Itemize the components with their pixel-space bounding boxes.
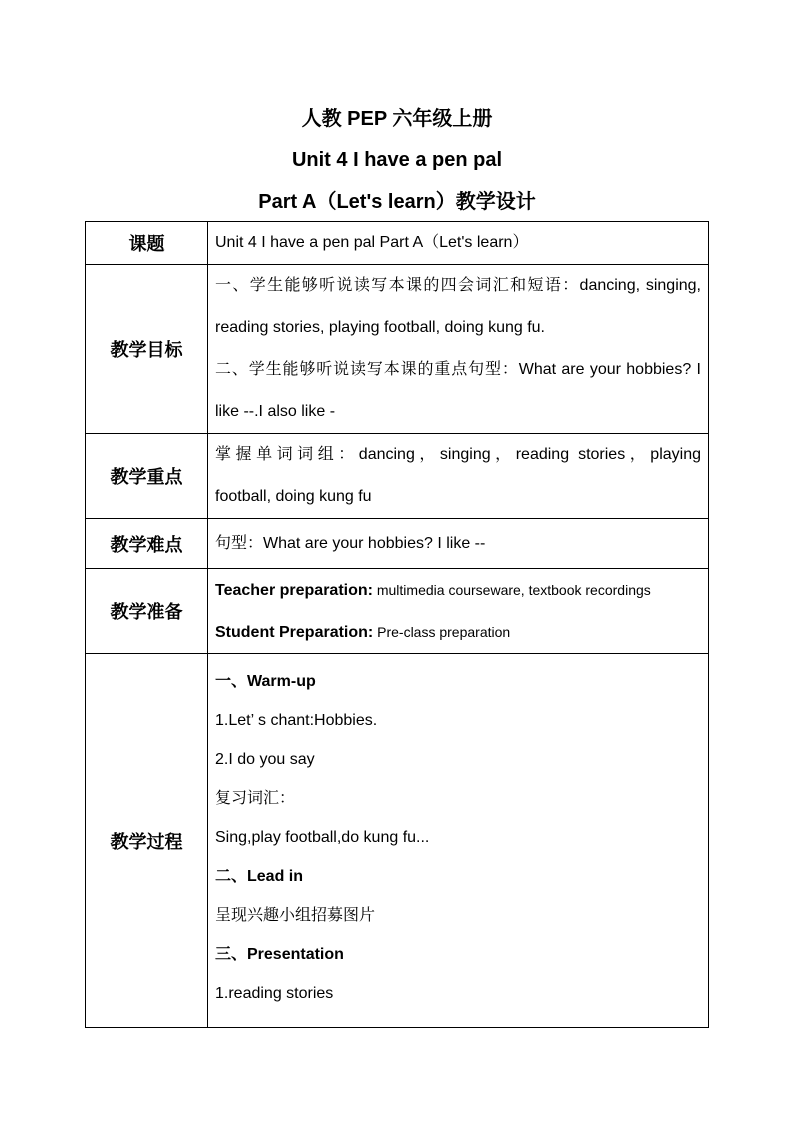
goals-line-3: 二、学生能够听说读写本课的重点句型：What are your hobbies? I xyxy=(215,361,701,378)
student-preparation xyxy=(215,611,701,653)
goals-line-2: reading stories, playing football, doing kung fu. xyxy=(215,319,545,336)
student-preparation-text: Pre-class preparation xyxy=(373,624,511,640)
difficulties-row xyxy=(86,519,709,569)
teacher-preparation-label: Teacher preparation: xyxy=(215,582,373,599)
process-row xyxy=(86,654,709,1028)
lesson-plan-table xyxy=(85,221,709,1028)
lesson-title: Part A（Let's learn）教学设计 xyxy=(258,191,536,213)
topic-text: Unit 4 I have a pen pal Part A（Let's learn） xyxy=(215,234,529,251)
preparation-content xyxy=(208,569,709,654)
topic-label: 课题 xyxy=(86,222,208,265)
key-points-label: 教学重点 xyxy=(86,434,208,519)
process-step: 复习词汇： xyxy=(215,790,296,807)
process-step: 1.reading stories xyxy=(215,985,334,1002)
goals-line-4: like --.I also like - xyxy=(215,403,336,420)
process-heading-warmup: 一、Warm-up xyxy=(215,673,316,690)
process-step: Sing,play football,do kung fu... xyxy=(215,829,430,846)
preparation-row xyxy=(86,569,709,654)
goals-line-1: 一、学生能够听说读写本课的四会词汇和短语：dancing, singing, xyxy=(215,277,701,294)
process-heading-lead-in: 二、Lead in xyxy=(215,868,304,885)
preparation-label: 教学准备 xyxy=(86,569,208,654)
student-preparation-label: Student Preparation: xyxy=(215,624,374,641)
key-points-line-2: football, doing kung fu xyxy=(215,488,372,505)
goals-row xyxy=(86,265,709,434)
unit-title: Unit 4 I have a pen pal xyxy=(291,149,503,171)
topic-content xyxy=(208,222,709,265)
process-step: 呈现兴趣小组招募图片 xyxy=(215,907,376,924)
teacher-preparation xyxy=(215,569,701,611)
document-title: 人教 PEP 六年级上册 xyxy=(301,108,493,130)
difficulties-content xyxy=(208,519,709,569)
goals-content xyxy=(208,265,709,434)
teacher-preparation-text: multimedia courseware, textbook recordings xyxy=(372,582,651,598)
process-step: 2.I do you say xyxy=(215,751,315,768)
difficulties-label: 教学难点 xyxy=(86,519,208,569)
process-heading-presentation: 三、Presentation xyxy=(215,946,344,963)
difficulties-text: 句型：What are your hobbies? I like -- xyxy=(215,534,486,552)
process-step: 1.Let’ s chant:Hobbies. xyxy=(215,712,378,729)
key-points-content xyxy=(208,434,709,519)
goals-label: 教学目标 xyxy=(86,265,208,434)
process-label: 教学过程 xyxy=(86,654,208,1028)
key-points-row xyxy=(86,434,709,519)
topic-row xyxy=(86,222,709,265)
key-points-line-1: 掌握单词词组：dancing，singing，reading stories，playing xyxy=(215,446,701,463)
process-content xyxy=(208,654,709,1028)
